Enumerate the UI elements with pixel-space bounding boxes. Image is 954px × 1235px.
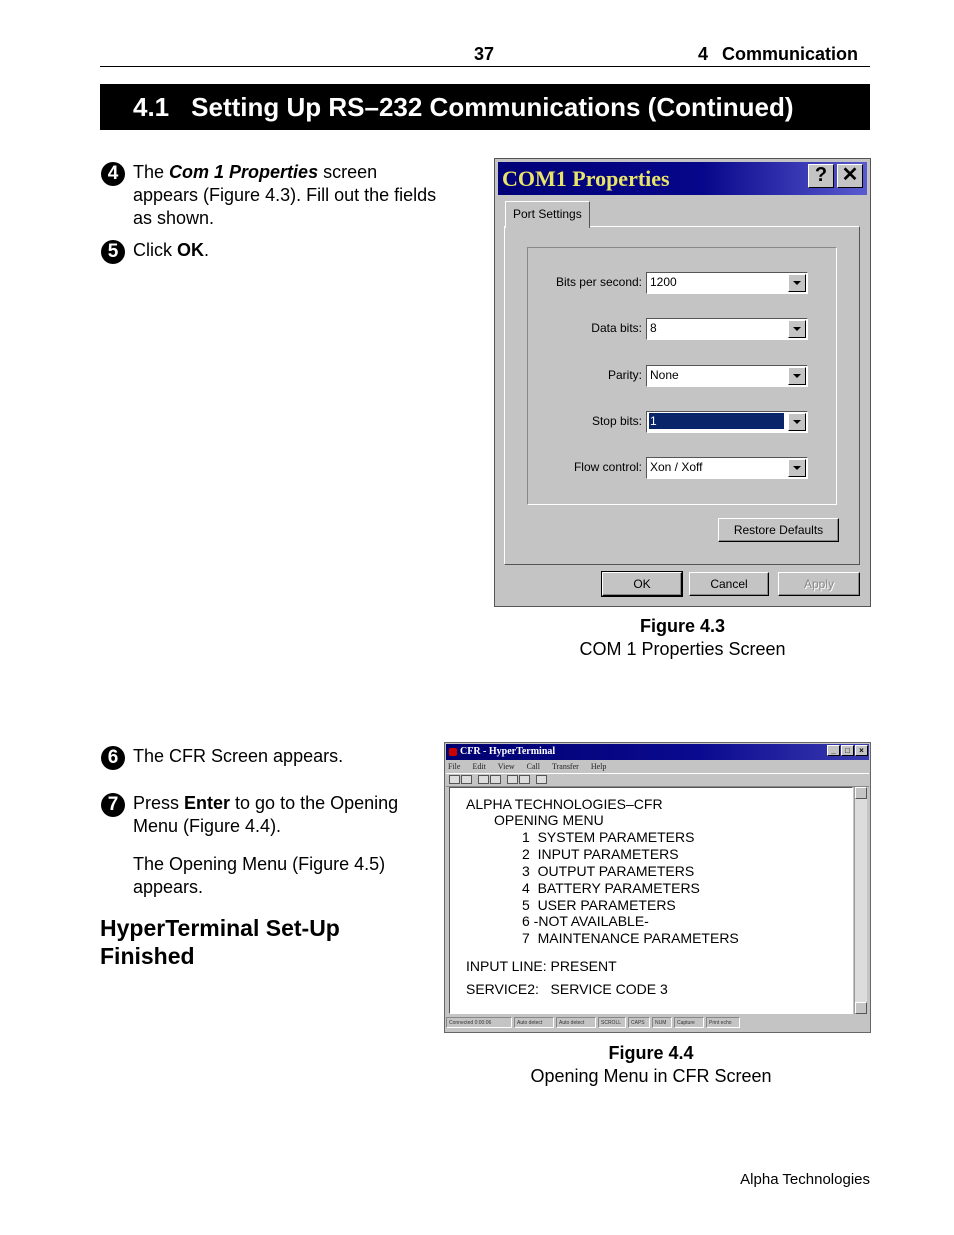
chapter-title: Communication	[722, 44, 859, 64]
field-label: Bits per second:	[555, 275, 642, 289]
receive-icon[interactable]	[519, 775, 530, 784]
step-text-pre: The	[133, 162, 170, 182]
field-value: 1200	[650, 275, 677, 289]
window-title: COM1 Properties	[502, 166, 670, 191]
field-label: Data bits:	[591, 321, 642, 335]
vertical-scrollbar[interactable]	[854, 787, 867, 1014]
new-icon[interactable]	[449, 775, 460, 784]
status-connected: Connected 0:00:06	[446, 1017, 512, 1028]
figure-caption: COM 1 Properties Screen	[579, 639, 786, 659]
disconnect-icon[interactable]	[490, 775, 501, 784]
scroll-up-icon[interactable]	[855, 787, 867, 799]
page-number: 37	[474, 44, 495, 64]
hyperterminal-window	[444, 742, 871, 1033]
terminal-menu-item: 7 MAINTENANCE PARAMETERS	[522, 930, 739, 946]
step-text-post: screen appears (Figure 4.3). Fill out the fields as shown.	[133, 162, 437, 228]
field-label: Parity:	[607, 368, 642, 382]
field-value-selected: 1	[649, 413, 784, 429]
menu-edit[interactable]: Edit	[472, 762, 486, 771]
status-caps: CAPS	[628, 1017, 650, 1028]
help-button[interactable]: ?	[808, 164, 834, 188]
status-capture: Capture	[674, 1017, 704, 1028]
port-settings-panel	[504, 226, 860, 565]
figure-label: Figure 4.4	[608, 1043, 694, 1063]
section-title: Setting Up RS–232 Communications (Continued)	[191, 92, 794, 122]
tab-port-settings[interactable]: Port Settings	[505, 201, 590, 228]
port-settings-group	[527, 247, 837, 505]
status-print-echo: Print echo	[706, 1017, 740, 1028]
terminal-company: ALPHA TECHNOLOGIES–CFR	[466, 796, 663, 812]
toolbar	[446, 773, 869, 787]
data-bits-row	[528, 318, 838, 340]
bits-per-second-row	[528, 272, 838, 294]
figure-label: Figure 4.3	[639, 616, 726, 636]
restore-defaults-button[interactable]: Restore Defaults	[718, 518, 839, 542]
field-value: 8	[650, 321, 657, 335]
step-text	[133, 161, 441, 230]
menu-call[interactable]: Call	[526, 762, 540, 771]
status-num: NUM	[652, 1017, 672, 1028]
status-auto-detect: Auto detect	[514, 1017, 554, 1028]
terminal-input-line: INPUT LINE: PRESENT	[466, 958, 617, 974]
connect-icon[interactable]	[478, 775, 489, 784]
window-title: CFR - HyperTerminal	[460, 746, 556, 757]
section-number: 4.1	[133, 92, 170, 122]
step-number-badge: 4	[101, 162, 125, 186]
step-7	[101, 792, 441, 838]
menu-view[interactable]: View	[497, 762, 515, 771]
status-scroll: SCROLL	[598, 1017, 626, 1028]
step-text-pre: Click	[133, 240, 177, 260]
step-text-pre: Press	[133, 793, 185, 813]
terminal-menu-item: 4 BATTERY PARAMETERS	[522, 880, 700, 896]
minimize-icon[interactable]: _	[827, 745, 840, 756]
terminal-menu-item: 1 SYSTEM PARAMETERS	[522, 829, 695, 845]
field-label: Stop bits:	[591, 414, 642, 428]
step-text-post: .	[204, 240, 210, 260]
parity-select[interactable]	[646, 365, 808, 387]
figure-4-3-caption	[494, 615, 871, 661]
step-text: The CFR Screen appears.	[133, 746, 344, 766]
status-bar	[446, 1016, 869, 1031]
field-label: Flow control:	[573, 460, 642, 474]
step-6	[101, 745, 441, 768]
figure-4-4-caption	[444, 1042, 858, 1088]
step-emphasis: Com 1 Properties	[169, 162, 319, 182]
com1-properties-window	[494, 158, 871, 607]
step-number-badge: 6	[101, 746, 125, 770]
properties-icon[interactable]	[536, 775, 547, 784]
menu-bar	[448, 760, 618, 773]
close-icon[interactable]: ×	[855, 745, 868, 756]
step-text-post: to go to the Opening Menu (Figure 4.4).	[133, 793, 399, 836]
step-strong: OK	[177, 240, 204, 260]
app-icon	[449, 748, 457, 756]
chevron-down-icon[interactable]	[788, 413, 806, 431]
chevron-down-icon[interactable]	[788, 459, 806, 477]
terminal-menu-item: 3 OUTPUT PARAMETERS	[522, 863, 695, 879]
ok-button[interactable]: OK	[602, 572, 682, 596]
section-title-bar	[100, 84, 870, 130]
menu-transfer[interactable]: Transfer	[552, 762, 579, 771]
terminal-menu-item: 5 USER PARAMETERS	[522, 897, 676, 913]
field-value: Xon / Xoff	[650, 460, 703, 474]
menu-help[interactable]: Help	[590, 762, 607, 771]
terminal-menu-item: 2 INPUT PARAMETERS	[522, 846, 679, 862]
field-value: None	[650, 368, 679, 382]
scroll-down-icon[interactable]	[855, 1002, 867, 1014]
terminal-service: SERVICE2: SERVICE CODE 3	[466, 981, 668, 997]
terminal-menu-item: 6 -NOT AVAILABLE-	[522, 913, 649, 929]
chapter-heading	[698, 44, 858, 65]
step-5	[101, 239, 441, 262]
bits-per-second-select[interactable]	[646, 272, 808, 294]
step-strong: Enter	[184, 793, 231, 813]
step-4	[101, 161, 441, 230]
step-number-badge: 7	[101, 793, 125, 817]
hyperterminal-title-bar	[446, 744, 869, 760]
figure-caption: Opening Menu in CFR Screen	[530, 1066, 772, 1086]
status-auto-detect-2: Auto detect	[556, 1017, 596, 1028]
data-bits-select[interactable]	[646, 318, 808, 340]
step-text	[133, 239, 441, 262]
send-icon[interactable]	[507, 775, 518, 784]
stop-bits-row	[528, 411, 838, 433]
apply-button[interactable]: Apply	[778, 572, 860, 596]
chevron-down-icon[interactable]	[788, 320, 806, 338]
close-icon[interactable]: ✕	[837, 164, 863, 188]
terminal-menu-title: OPENING MENU	[494, 812, 604, 828]
footer: Alpha Technologies	[740, 1171, 870, 1188]
note-paragraph: The Opening Menu (Figure 4.5) appears.	[133, 854, 386, 897]
menu-file[interactable]: File	[448, 762, 461, 771]
chevron-down-icon[interactable]	[788, 274, 806, 292]
flow-control-row	[528, 457, 838, 479]
header-rule	[100, 66, 870, 67]
flow-control-select[interactable]	[646, 457, 808, 479]
cancel-button[interactable]: Cancel	[689, 572, 769, 596]
step-number-badge: 5	[101, 240, 125, 264]
chapter-number: 4	[698, 44, 709, 64]
parity-row	[528, 365, 838, 387]
maximize-icon[interactable]: □	[841, 745, 854, 756]
stop-bits-select[interactable]	[646, 411, 808, 433]
open-icon[interactable]	[461, 775, 472, 784]
subheading: HyperTerminal Set-Up Finished	[100, 915, 340, 969]
step-text	[133, 792, 441, 838]
chevron-down-icon[interactable]	[788, 367, 806, 385]
terminal-area[interactable]	[449, 787, 853, 1014]
